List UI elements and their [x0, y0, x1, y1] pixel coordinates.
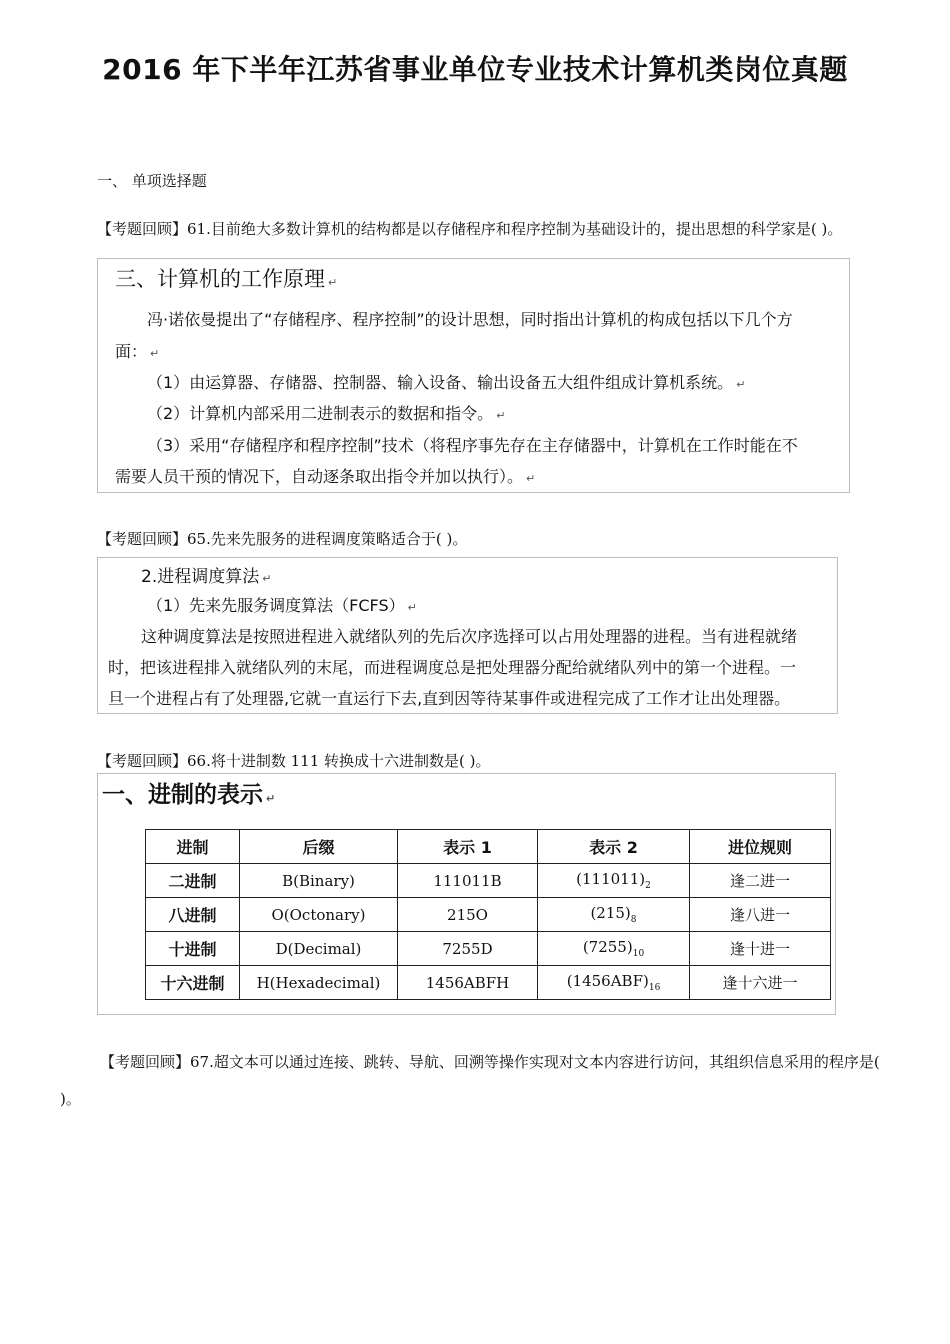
table-cell: 1456ABFH — [398, 966, 538, 1000]
document-title: 2016 年下半年江苏省事业单位专业技术计算机类岗位真题 — [102, 53, 848, 86]
table-cell: 八进制 — [146, 898, 240, 932]
question-65: 【考题回顾】65.先来先服务的进程调度策略适合于( )。 — [97, 530, 468, 548]
excerpt-working-principle — [97, 258, 850, 493]
table-cell: H(Hexadecimal) — [240, 966, 398, 1000]
table-cell: $(215)_8$ — [538, 898, 690, 932]
table-cell: O(Octonary) — [240, 898, 398, 932]
table-cell: 逢十六进一 — [690, 966, 831, 1000]
table-header: 表示 1 — [398, 830, 538, 864]
excerpt-process-scheduling — [97, 557, 838, 714]
table-row — [146, 898, 831, 932]
excerpt-heading: 2.进程调度算法 ↵ — [141, 567, 272, 587]
table-row — [146, 966, 831, 1000]
table-row — [146, 864, 831, 898]
excerpt-line: 这种调度算法是按照进程进入就绪队列的先后次序选择可以占用处理器的进程。当有进程就绪 — [141, 627, 798, 646]
excerpt-line: 时，把该进程排入就绪队列的末尾，而进程调度总是把处理器分配给就绪队列中的第一个进程。一 — [108, 658, 797, 677]
section-heading: 一、 单项选择题 — [97, 172, 207, 190]
excerpt-item: 需要人员干预的情况下，自动逐条取出指令并加以执行）。 ↵ — [115, 467, 536, 486]
question-67: 【考题回顾】67.超文本可以通过连接、跳转、导航、回溯等操作实现对文本内容进行访问，其组织信息采用的程序是( )。 — [60, 1053, 880, 1108]
question-66: 【考题回顾】66.将十进制数 111 转换成十六进制数是( )。 — [97, 752, 491, 770]
excerpt-heading: 三、计算机的工作原理 ↵ — [115, 267, 338, 291]
excerpt-item: （3）采用“存储程序和程序控制”技术（将程序事先存在主存储器中，计算机在工作时能在不 — [147, 436, 798, 455]
excerpt-subheading: （1）先来先服务调度算法（FCFS） ↵ — [147, 596, 417, 615]
table-cell: 逢十进一 — [690, 932, 831, 966]
table-cell: 215O — [398, 898, 538, 932]
table-cell: 111011B — [398, 864, 538, 898]
radix-table — [145, 829, 831, 1000]
table-header-row — [146, 830, 831, 864]
table-header: 表示 2 — [538, 830, 690, 864]
table-cell: D(Decimal) — [240, 932, 398, 966]
excerpt-line: 面： ↵ — [115, 342, 160, 361]
table-cell: $(7255)_{10}$ — [538, 932, 690, 966]
table-cell: 十六进制 — [146, 966, 240, 1000]
excerpt-radix-representation — [97, 773, 836, 1015]
excerpt-heading: 一、进制的表示 ↵ — [102, 782, 276, 808]
table-cell: 二进制 — [146, 864, 240, 898]
table-header: 进位规则 — [690, 830, 831, 864]
excerpt-item: （1）由运算器、存储器、控制器、输入设备、输出设备五大组件组成计算机系统。 ↵ — [147, 373, 746, 392]
excerpt-item: （2）计算机内部采用二进制表示的数据和指令。 ↵ — [147, 404, 506, 423]
table-cell: 逢八进一 — [690, 898, 831, 932]
table-cell: $(1456ABF)_{16}$ — [538, 966, 690, 1000]
table-cell: 7255D — [398, 932, 538, 966]
table-row — [146, 932, 831, 966]
table-cell: $(111011)_2$ — [538, 864, 690, 898]
excerpt-line: 旦一个进程占有了处理器,它就一直运行下去,直到因等待某事件或进程完成了工作才让出处理器。 — [108, 689, 791, 708]
table-cell: 逢二进一 — [690, 864, 831, 898]
table-cell: 十进制 — [146, 932, 240, 966]
excerpt-line: 冯·诺依曼提出了“存储程序、程序控制”的设计思想，同时指出计算机的构成包括以下几个方 — [147, 310, 793, 329]
table-header: 后缀 — [240, 830, 398, 864]
table-header: 进制 — [146, 830, 240, 864]
table-cell: B(Binary) — [240, 864, 398, 898]
question-61: 【考题回顾】61.目前绝大多数计算机的结构都是以存储程序和程序控制为基础设计的，提出思想的科学家是( )。 — [97, 220, 843, 238]
